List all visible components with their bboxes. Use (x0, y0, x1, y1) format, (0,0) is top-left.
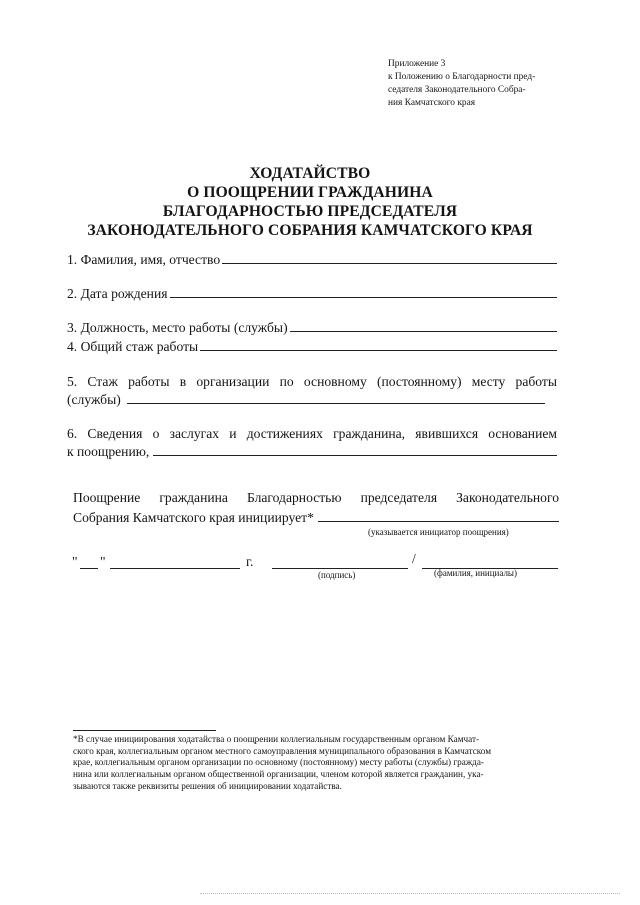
initiator-block (73, 488, 559, 528)
footnote-line: крае, коллегиальным органом организации по основному (постоянному) месту работы (службы) гражда- (73, 757, 484, 768)
year-suffix: г. (246, 554, 254, 569)
appendix-line: к Положению о Благодарности пред- (388, 72, 536, 82)
field-total-experience (67, 337, 557, 357)
field-label: 2. Дата рождения (67, 286, 168, 301)
title-line: БЛАГОДАРНОСТЬЮ ПРЕДСЕДАТЕЛЯ (162, 203, 458, 220)
name-initials-hint: (фамилия, инициалы) (434, 568, 517, 578)
birth-date-input-line[interactable] (170, 285, 558, 298)
footnote-line: зываются также реквизиты решения об инициировании ходатайства. (73, 780, 342, 791)
field-label: 4. Общий стаж работы (67, 339, 199, 354)
field-org-experience-line1: 5. Стаж работы в организации по основному (постоянному) месту работы (67, 374, 557, 389)
field-birth-date (67, 284, 557, 304)
appendix-note (388, 58, 568, 110)
scan-edge-dotted-line (200, 893, 620, 894)
field-merits-line1: 6. Сведения о заслугах и достижениях гражданина, явившихся основанием (67, 426, 557, 441)
signature-input-line[interactable] (272, 568, 408, 569)
field-org-experience (67, 390, 557, 410)
footnote-line: *В случае инициирования ходатайства о поощрении коллегиальным государственным органом Камчат- (73, 734, 480, 744)
merits-input-line[interactable] (153, 443, 557, 456)
initiator-text-line1: Поощрение гражданина Благодарностью председателя Законодательного (73, 490, 559, 505)
initiator-hint: (указывается инициатор поощрения) (368, 527, 509, 537)
org-experience-input-line[interactable] (127, 391, 545, 404)
field-full-name (67, 250, 557, 270)
slash: / (412, 551, 416, 566)
footnote (73, 734, 558, 793)
document-title (60, 164, 560, 240)
quote-open: " (72, 554, 78, 569)
initiator-label: Собрания Камчатского края инициирует* (73, 510, 314, 525)
appendix-line: ния Камчатского края (388, 98, 476, 108)
field-label: 3. Должность, место работы (службы) (67, 320, 288, 335)
day-input-line[interactable] (80, 568, 98, 569)
footnote-divider (73, 730, 216, 731)
title-line: ХОДАТАЙСТВО (249, 165, 371, 182)
initiator-input-line[interactable] (318, 509, 559, 522)
full-name-input-line[interactable] (222, 251, 557, 264)
footnote-line: ского края, коллегиальным органом местного самоуправления муниципального образования в Камчатском (73, 745, 492, 756)
signature-hint: (подпись) (318, 570, 356, 580)
title-line: ЗАКОНОДАТЕЛЬНОГО СОБРАНИЯ КАМЧАТСКОГО КРАЯ (87, 222, 533, 239)
field-merits (67, 442, 557, 462)
appendix-line: Приложение 3 (388, 59, 446, 69)
field-position (67, 318, 557, 338)
title-line: О ПООЩРЕНИИ ГРАЖДАНИНА (187, 184, 433, 201)
appendix-line: седателя Законодательного Собра- (388, 85, 526, 95)
month-input-line[interactable] (110, 568, 240, 569)
total-experience-input-line[interactable] (200, 338, 557, 351)
field-label: (службы) (67, 392, 121, 407)
field-label: 1. Фамилия, имя, отчество (67, 252, 221, 267)
quote-close: " (100, 554, 106, 569)
initiator-text-line2 (73, 508, 559, 528)
footnote-line: нина или коллегиальным органом общественной организации, членом которой является гражданин, ука- (73, 769, 484, 780)
position-input-line[interactable] (290, 319, 557, 332)
field-label: к поощрению, (67, 444, 150, 459)
